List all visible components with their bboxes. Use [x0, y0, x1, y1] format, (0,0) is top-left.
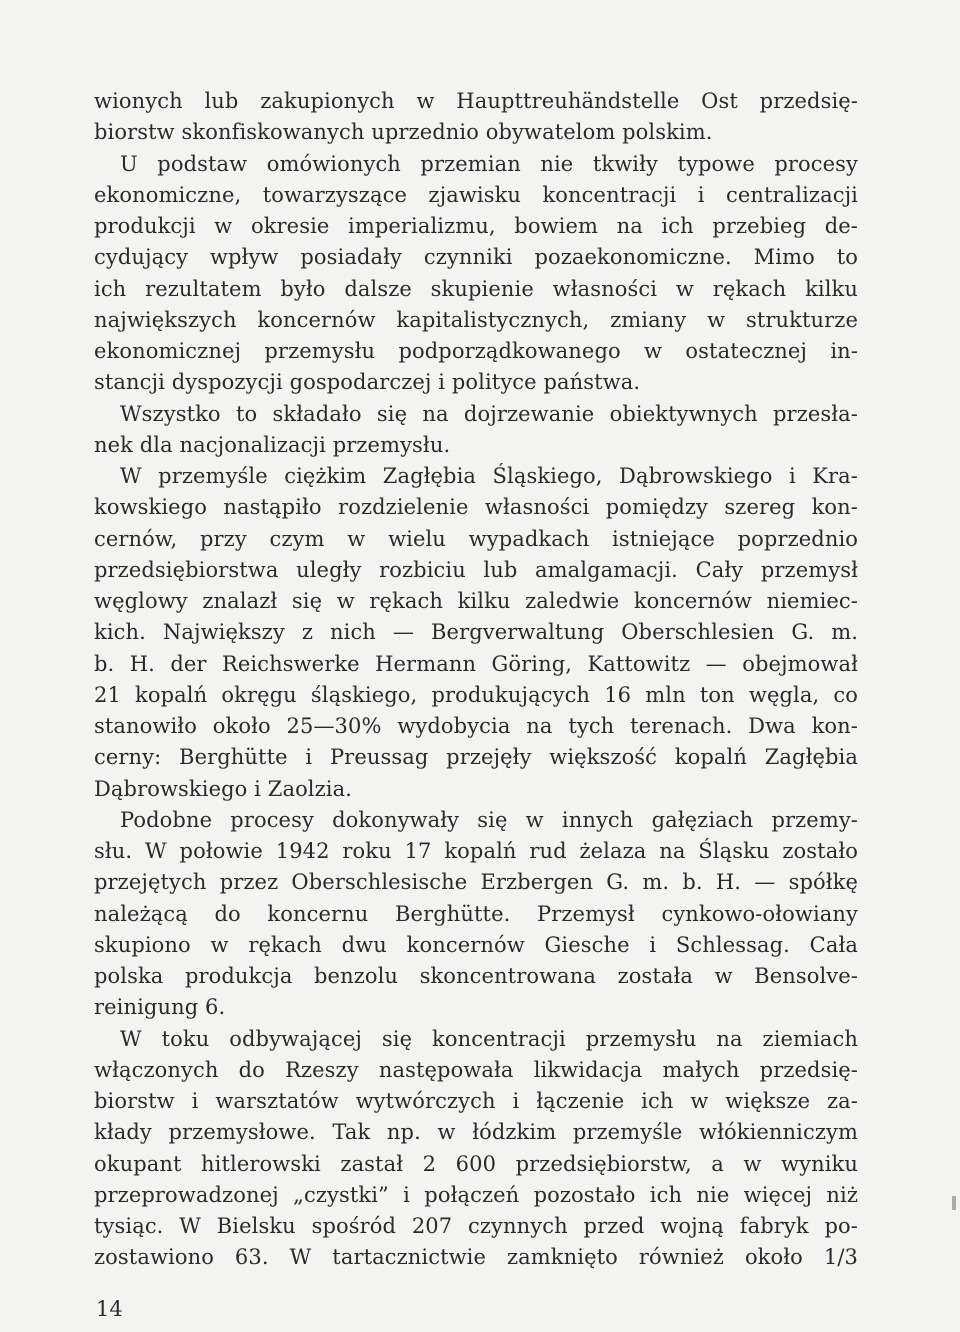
- text-line: należącą do koncernu Berghütte. Przemysł cynkowo-ołowiany: [94, 901, 858, 926]
- paragraph-start-line: W toku odbywającej się koncentracji przemysłu na ziemiach: [120, 1026, 858, 1051]
- text-line: największych koncernów kapitalistycznych, zmiany w strukturze: [94, 307, 858, 332]
- text-line: 21 kopalń okręgu śląskiego, produkujących 16 mln ton węgla, co: [94, 682, 858, 707]
- text-line: Dąbrowskiego i Zaolzia.: [94, 776, 353, 801]
- text-line: stanowiło około 25—30% wydobycia na tych terenach. Dwa kon-: [94, 714, 858, 738]
- text-line: skupiono w rękach dwu koncernów Giesche i Schlessag. Cała: [94, 932, 858, 957]
- text-line: produkcji w okresie imperializmu, bowiem na ich przebieg de-: [94, 214, 858, 238]
- text-line: biorstw i warsztatów wytwórczych i łączenie ich w większe za-: [94, 1089, 858, 1113]
- text-line: tysiąc. W Bielsku spośród 207 czynnych przed wojną fabryk po-: [94, 1214, 858, 1238]
- paragraph-start-line: Podobne procesy dokonywały się w innych gałęziach przemy-: [120, 807, 858, 832]
- text-line: słu. W połowie 1942 roku 17 kopalń rud żelaza na Śląsku zostało: [94, 839, 858, 863]
- text-line: cerny: Berghütte i Preussag przejęły większość kopalń Zagłębia: [94, 745, 858, 770]
- text-line: ekonomiczne, towarzyszące zjawisku koncentracji i centralizacji: [94, 182, 858, 207]
- text-line: ekonomicznej przemysłu podporządkowanego w ostatecznej in-: [94, 339, 858, 363]
- paragraph-start-line: W przemyśle ciężkim Zagłębia Śląskiego, Dąbrowskiego i Kra-: [120, 464, 858, 488]
- text-line: przedsiębiorstwa uległy rozbiciu lub amalgamacji. Cały przemysł: [94, 557, 858, 582]
- text-line: nek dla nacjonalizacji przemysłu.: [94, 432, 451, 457]
- text-line: stancji dyspozycji gospodarczej i polityce państwa.: [94, 370, 641, 395]
- body-text: [94, 86, 858, 1274]
- text-line: węglowy znalazł się w rękach kilku zaledwie koncernów niemiec-: [94, 589, 858, 613]
- text-line: reinigung 6.: [94, 995, 226, 1020]
- text-line: wionych lub zakupionych w Haupttreuhändstelle Ost przedsię-: [94, 89, 858, 113]
- text-line: kłady przemysłowe. Tak np. w łódzkim przemyśle włókienniczym: [94, 1120, 858, 1145]
- text-line: kich. Największy z nich — Bergverwaltung Oberschlesien G. m.: [94, 620, 858, 645]
- paragraph-start-line: U podstaw omówionych przemian nie tkwiły typowe procesy: [120, 151, 858, 176]
- text-line: kowskiego nastąpiło rozdzielenie własności pomiędzy szereg kon-: [94, 495, 858, 520]
- text-line: przeprowadzonej „czystki” i połączeń pozostało ich nie więcej niż: [94, 1182, 858, 1207]
- text-line: cydujący wpływ posiadały czynniki pozaekonomiczne. Mimo to: [94, 245, 858, 270]
- text-line: polska produkcja benzolu skoncentrowana została w Bensolve-: [94, 964, 858, 988]
- text-line: b. H. der Reichswerke Hermann Göring, Kattowitz — obejmował: [94, 651, 858, 676]
- paragraph-start-line: Wszystko to składało się na dojrzewanie obiektywnych przesła-: [120, 401, 858, 426]
- text-line: okupant hitlerowski zastał 2 600 przedsiębiorstw, a w wyniku: [94, 1151, 858, 1176]
- text-line: zostawiono 63. W tartacznictwie zamknięto również około 1/3: [94, 1245, 858, 1270]
- text-line: przejętych przez Oberschlesische Erzbergen G. m. b. H. — spółkę: [94, 870, 858, 895]
- text-line: włączonych do Rzeszy następowała likwidacja małych przedsię-: [94, 1057, 858, 1082]
- page-number: 14: [96, 1297, 123, 1321]
- text-line: cernów, przy czym w wielu wypadkach istniejące poprzednio: [94, 526, 858, 551]
- text-line: biorstw skonfiskowanych uprzednio obywatelom polskim.: [94, 120, 713, 145]
- scan-edge-mark: [952, 1196, 956, 1210]
- text-line: ich rezultatem było dalsze skupienie własności w rękach kilku: [94, 276, 858, 301]
